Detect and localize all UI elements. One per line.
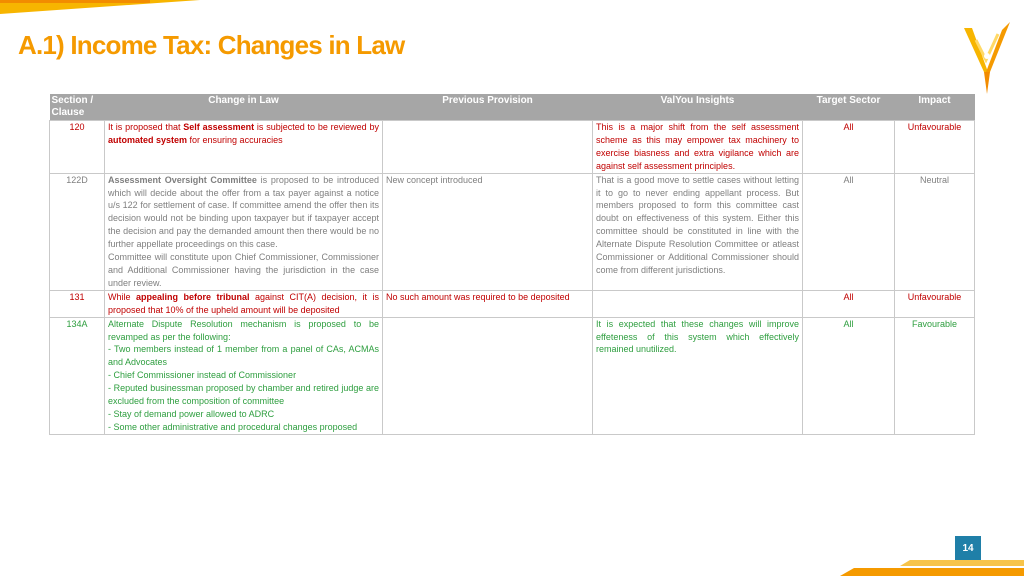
cell-insights: That is a good move to settle cases without letting it to go to never ending appellant process. But members proposed to form this committee cast doubt on effectiveness of this system. Either this committee should be constituted in line with the Alternate Dispute Resolution Committee or atleast Commissioner or Additional Commissioner should come from different jurisdictions. [593, 173, 803, 290]
header-insights: ValYou Insights [593, 94, 803, 121]
header-impact: Impact [895, 94, 975, 121]
corner-decoration-line [0, 0, 150, 3]
table-row [50, 317, 975, 434]
cell-section: 120 [50, 121, 105, 174]
table-row [50, 290, 975, 317]
cell-impact: Unfavourable [895, 290, 975, 317]
cell-change: While appealing before tribunal against CIT(A) decision, it is proposed that 10% of the upheld amount will be deposited [105, 290, 383, 317]
footer-decoration-light [900, 560, 1024, 566]
table-row [50, 121, 975, 174]
cell-change: Alternate Dispute Resolution mechanism is proposed to be revamped as per the following: - Two members instead of 1 member from a panel of CAs, ACMAs and Advocates - Chief Commissioner instead of Commissioner - Reputed businessman proposed by chamber and retired judge are excluded from the composition of committee - Stay of demand power allowed to ADRC - Some other administrative and procedural changes proposed [105, 317, 383, 434]
cell-insights: It is expected that these changes will improve effeteness of this system which effectively remained unutilized. [593, 317, 803, 434]
cell-change: It is proposed that Self assessment is subjected to be reviewed by automated system for ensuring accuracies [105, 121, 383, 174]
cell-section: 134A [50, 317, 105, 434]
table-header-row [50, 94, 975, 121]
cell-insights: This is a major shift from the self assessment scheme as this may empower tax machinery to exercise biasness and extra vigilance which are against self assessment principles. [593, 121, 803, 174]
cell-previous: New concept introduced [383, 173, 593, 290]
cell-section: 122D [50, 173, 105, 290]
header-previous: Previous Provision [383, 94, 593, 121]
header-target: Target Sector [803, 94, 895, 121]
changes-table [49, 94, 974, 435]
cell-insights [593, 290, 803, 317]
cell-impact: Neutral [895, 173, 975, 290]
page-title: A.1) Income Tax: Changes in Law [18, 30, 405, 60]
cell-change: Assessment Oversight Committee is proposed to be introduced which will decide about the offer from a tax payer against a notice u/s 122 for settlement of case. If committee amend the offer then its decision would not be binding upon taxpayer but if taxpayer accept the decision and pay the demanded amount then there would be no further appellate proceedings on this case. Committee will constitute upon Chief Commissioner, Commissioner and Additional Commissioner having the jurisdiction in the case under review. [105, 173, 383, 290]
cell-impact: Unfavourable [895, 121, 975, 174]
cell-target: All [803, 317, 895, 434]
cell-impact: Favourable [895, 317, 975, 434]
valyou-v-logo-icon [962, 20, 1012, 96]
cell-section: 131 [50, 290, 105, 317]
cell-previous [383, 317, 593, 434]
page-number-badge: 14 [955, 536, 981, 562]
table-row [50, 173, 975, 290]
cell-previous [383, 121, 593, 174]
footer-decoration [840, 568, 1024, 576]
header-section: Section / Clause [50, 94, 105, 121]
header-change: Change in Law [105, 94, 383, 121]
cell-previous: No such amount was required to be deposited [383, 290, 593, 317]
cell-target: All [803, 173, 895, 290]
cell-target: All [803, 290, 895, 317]
cell-target: All [803, 121, 895, 174]
